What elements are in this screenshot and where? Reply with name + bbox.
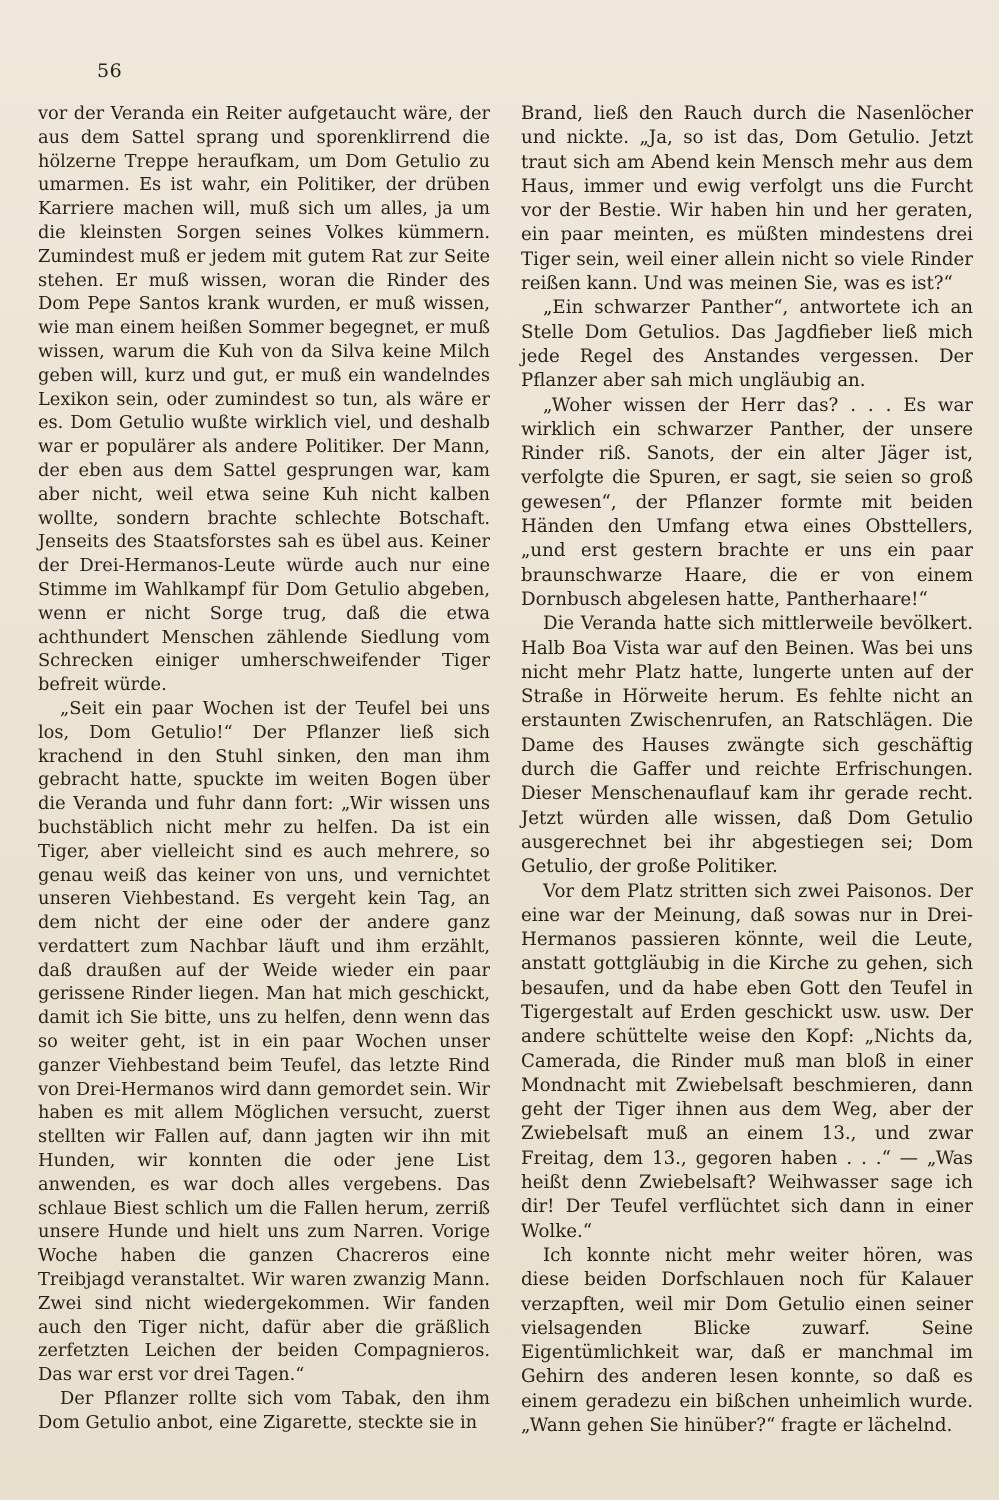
paragraph: Ich konnte nicht mehr weiter hören, was diese beiden Dorfschlauen noch für Kalauer verzapften, weil mir Dom Getulio einen seiner vielsagenden Blicke zuwarf. Seine Eigentümlichkeit war, daß er manchmal im Gehirn des anderen lesen konnte, so daß es einem geradezu ein bißchen unheimlich wurde. „Wann gehen Sie hinüber?“ fragte er lächelnd.	[521, 1244, 973, 1437]
paragraph: „Woher wissen der Herr das? . . . Es war wirklich ein schwarzer Panther, der unsere Rinder riß. Sanots, der ein alter Jäger ist, verfolgte die Spuren, er sagt, sie seien so groß gewesen“, der Pflanzer formte mit beiden Händen den Umfang etwa eines Obsttellers, „und erst gestern brachte er uns ein paar braunschwarze Haare, die er von einem Dornbusch abgelesen hatte, Pantherhaare!“	[521, 394, 973, 610]
right-column	[521, 102, 973, 1438]
paragraph: „Ein schwarzer Panther“, antwortete ich an Stelle Dom Getulios. Das Jagdfieber ließ mich jede Regel des Anstandes vergessen. Der Pflanzer aber sah mich ungläubig an.	[521, 297, 973, 392]
paragraph: vor der Veranda ein Reiter aufgetaucht wäre, der aus dem Sattel sprang und sporenklirrend die hölzerne Treppe heraufkam, um Dom Getulio zu umarmen. Es ist wahr, ein Politiker, der drüben Karriere machen will, muß sich um alles, ja um die kleinsten Sorgen seines Volkes kümmern. Zumindest muß er jedem mit gutem Rat zur Seite stehen. Er muß wissen, woran die Rinder des Dom Pepe Santos krank wurden, er muß wissen, wie man einem heißen Sommer begegnet, er muß wissen, warum die Kuh von da Silva keine Milch geben will, kurz und gut, er muß ein wandelndes Lexikon sein, oder zumindest so tun, als wäre er es. Dom Getulio wußte wirklich viel, und deshalb war er populärer als andere Politiker. Der Mann, der eben aus dem Sattel gesprungen war, kam aber nicht, weil etwa seine Kuh nicht kalben wollte, sondern brachte schlechte Botschaft. Jenseits des Staatsforstes sah es übel aus. Keiner der Drei-Hermanos-Leute würde auch nur eine Stimme im Wahlkampf für Dom Getulio abgeben, wenn er nicht Sorge trug, daß die etwa achthundert Menschen zählende Siedlung vom Schrecken einiger umherschweifender Tiger befreit würde.	[38, 103, 490, 696]
paragraph: „Seit ein paar Wochen ist der Teufel bei uns los, Dom Getulio!“ Der Pflanzer ließ sich krachend in den Stuhl sinken, den man ihm gebracht hatte, spuckte im weiten Bogen über die Veranda und fuhr dann fort: „Wir wissen uns buchstäblich nicht mehr zu helfen. Da ist ein Tiger, aber vielleicht sind es auch mehrere, so genau weiß das keiner von uns, und vernichtet unseren Viehbestand. Es vergeht kein Tag, an dem nicht der eine oder der andere ganz verdattert zum Nachbar läuft und ihm erzählt, daß draußen auf der Weide wieder ein paar gerissene Rinder liegen. Man hat mich geschickt, damit ich Sie bitte, uns zu helfen, denn wenn das so weiter geht, ist in ein paar Wochen unser ganzer Viehbestand beim Teufel, das letzte Rind von Drei-Hermanos wird dann gemordet sein. Wir haben es mit allem Möglichen versucht, zuerst stellten wir Fallen auf, dann jagten wir ihn mit Hunden, wir konnten die oder jene List anwenden, es war doch alles vergebens. Das schlaue Biest schlich um die Fallen herum, zerriß unsere Hunde und hielt uns zum Narren. Vorige Woche haben die ganzen Chacreros eine Treibjagd veranstaltet. Wir waren zwanzig Mann. Zwei sind nicht wiedergekommen. Wir fanden auch den Tiger nicht, dafür aber die gräßlich zerfetzten Leichen der beiden Compagnieros. Das war erst vor drei Tagen.“	[38, 697, 490, 1386]
paragraph: Brand, ließ den Rauch durch die Nasenlöcher und nickte. „Ja, so ist das, Dom Getulio. Jetzt traut sich am Abend kein Mensch mehr aus dem Haus, immer und ewig verfolgt uns die Furcht vor der Bestie. Wir haben hin und her geraten, ein paar meinten, es müßten mindestens drei Tiger sein, weil einer allein nicht so viele Rinder reißen kann. Und was meinen Sie, was es ist?“	[521, 103, 973, 295]
page-number: 56	[97, 60, 123, 82]
paragraph: Vor dem Platz stritten sich zwei Paisonos. Der eine war der Meinung, daß sowas nur in Drei-Hermanos passieren könnte, weil die Leute, anstatt gottgläubig in die Kirche zu gehen, sich besaufen, und da habe eben Gott den Teufel in Tigergestalt auf Erden geschickt usw. usw. Der andere schüttelte weise den Kopf: „Nichts da, Camerada, die Rinder muß man bloß in einer Mondnacht mit Zwiebelsaft beschmieren, dann geht der Tiger ihnen aus dem Weg, aber der Zwiebelsaft muß an einem 13., und zwar Freitag, dem 13., gegoren haben . . .“ — „Was heißt denn Zwiebelsaft? Weihwasser sage ich dir! Der Teufel verflüchtet sich dann in einer Wolke.“	[521, 880, 973, 1242]
paragraph: Die Veranda hatte sich mittlerweile bevölkert. Halb Boa Vista war auf den Beinen. Was bei uns nicht mehr Platz hatte, lungerte unten auf der Straße in Hörweite herum. Es fehlte nicht an erstaunten Zwischenrufen, an Ratschlägen. Die Dame des Hauses zwängte sich geschäftig durch die Gaffer und reichte Erfrischungen. Dieser Menschenauflauf kam ihr gerade recht. Jetzt würden alle wissen, daß Dom Getulio ausgerechnet bei ihr abgestiegen sei; Dom Getulio, der große Politiker.	[521, 613, 973, 878]
paragraph: Der Pflanzer rollte sich vom Tabak, den ihm Dom Getulio anbot, eine Zigarette, steckte sie in	[38, 1388, 490, 1433]
left-column	[38, 102, 490, 1435]
